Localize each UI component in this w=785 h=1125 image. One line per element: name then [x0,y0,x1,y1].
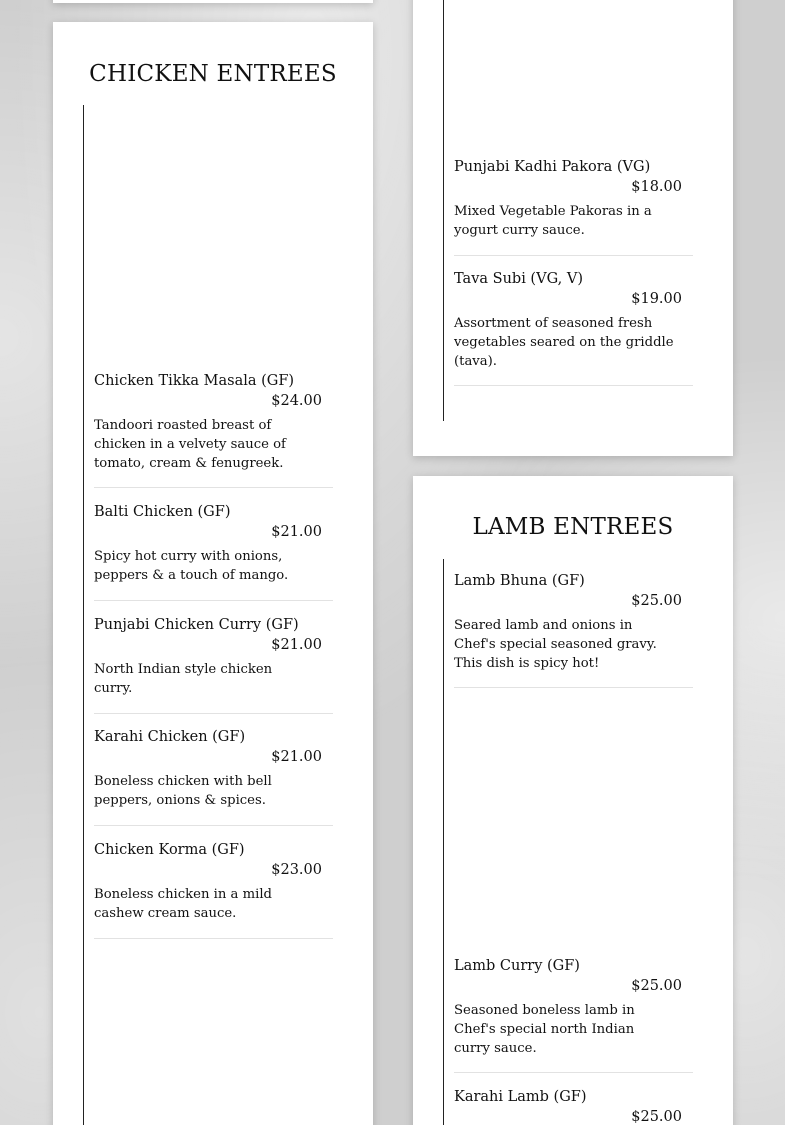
item-price: $24.00 [271,393,322,409]
menu-item-chicken-tikka-masala [94,372,333,488]
item-price: $19.00 [631,291,682,307]
item-name: Lamb Curry (GF) [454,958,580,974]
section-rule [83,105,84,1125]
item-divider [454,687,693,688]
item-description: Seared lamb and onions in Chef's special seasoned gravy. This dish is spicy hot! [454,618,657,671]
menu-item-lamb-curry [454,957,693,1073]
item-divider [454,255,693,256]
item-divider [454,1072,693,1073]
item-name: Tava Subi (VG, V) [454,271,583,287]
menu-item-punjabi-kadhi-pakora [454,158,693,256]
item-description: Boneless chicken with bell peppers, onions & spices. [94,774,272,808]
item-price: $21.00 [271,749,322,765]
menu-item-lamb-bhuna [454,572,693,688]
item-divider [94,938,333,939]
item-description: Assortment of seasoned fresh vegetables seared on the griddle (tava). [454,316,674,369]
menu-item-tava-subi [454,270,693,386]
item-name: Karahi Lamb (GF) [454,1089,587,1105]
menu-item-punjabi-chicken-curry [94,616,333,714]
item-description: Tandoori roasted breast of chicken in a velvety sauce of tomato, cream & fenugreek. [94,418,286,471]
menu-item-chicken-korma [94,841,333,939]
item-name: Punjabi Kadhi Pakora (VG) [454,159,651,175]
chicken-entrees-title: CHICKEN ENTREES [89,61,337,87]
item-price: $18.00 [631,179,682,195]
section-rule [443,0,444,421]
item-price: $21.00 [271,524,322,540]
item-price: $25.00 [631,978,682,994]
lamb-entrees-title: LAMB ENTREES [472,514,674,540]
item-description: Seasoned boneless lamb in Chef's special north Indian curry sauce. [454,1003,635,1056]
item-price: $25.00 [631,1109,682,1125]
item-divider [94,600,333,601]
menu-item-karahi-lamb [454,1088,693,1125]
previous-section-card [53,0,373,3]
item-divider [94,713,333,714]
item-name: Punjabi Chicken Curry (GF) [94,617,299,633]
item-divider [94,487,333,488]
item-name: Balti Chicken (GF) [94,504,231,520]
item-name: Chicken Korma (GF) [94,842,245,858]
vegetarian-entrees-card [413,0,733,456]
section-rule [443,559,444,1125]
chicken-entrees-card [53,22,373,1125]
item-divider [454,385,693,386]
item-price: $21.00 [271,637,322,653]
menu-item-balti-chicken [94,503,333,601]
item-name: Karahi Chicken (GF) [94,729,246,745]
item-name: Lamb Bhuna (GF) [454,573,585,589]
item-description: Mixed Vegetable Pakoras in a yogurt curry sauce. [454,204,652,238]
item-description: North Indian style chicken curry. [94,662,273,696]
item-name: Chicken Tikka Masala (GF) [94,373,295,389]
lamb-entrees-card [413,476,733,1125]
item-description: Spicy hot curry with onions, peppers & a touch of mango. [94,549,289,583]
item-price: $25.00 [631,593,682,609]
menu-item-karahi-chicken [94,728,333,826]
item-price: $23.00 [271,862,322,878]
item-divider [94,825,333,826]
item-description: Boneless chicken in a mild cashew cream sauce. [94,887,272,921]
